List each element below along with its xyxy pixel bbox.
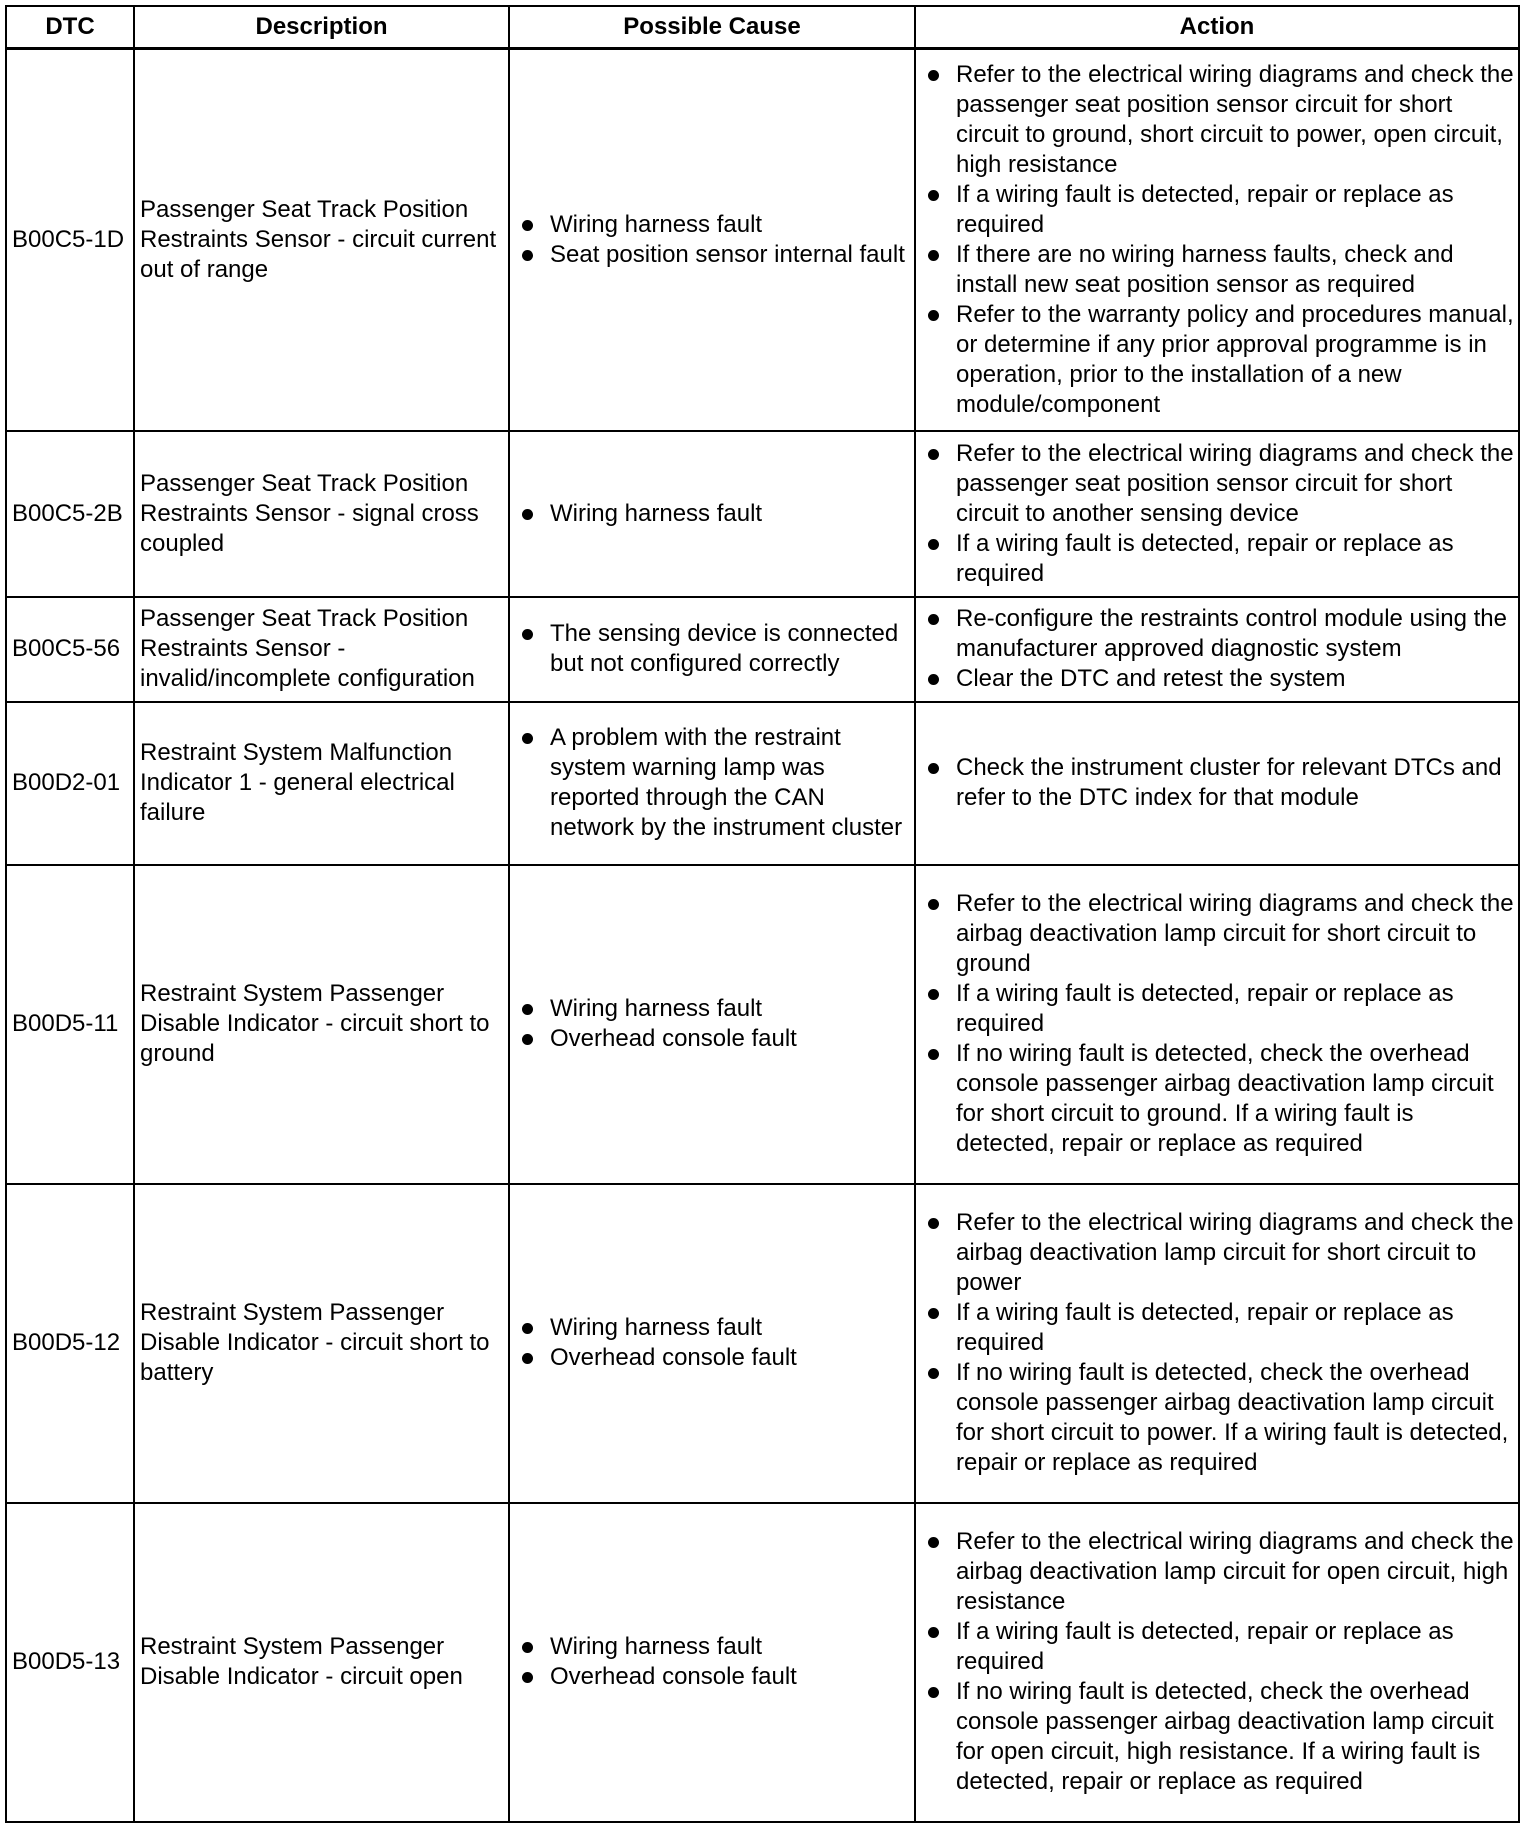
cause-list (515, 1313, 912, 1373)
cause-cell (509, 431, 915, 597)
header-possible-cause: Possible Cause (509, 6, 915, 49)
action-item: If a wiring fault is detected, repair or replace as required (921, 979, 1516, 1039)
cause-cell (509, 702, 915, 865)
header-row (6, 6, 1519, 49)
action-item: If no wiring fault is detected, check the overhead console passenger airbag deactivation lamp circuit for short circuit to ground. If a wiring fault is detected, repair or replace as required (921, 1039, 1516, 1159)
action-list (921, 604, 1516, 694)
cause-list (515, 723, 912, 843)
dtc-table (5, 5, 1520, 1823)
action-cell (915, 1503, 1519, 1822)
description-cell: Passenger Seat Track Position Restraints Sensor - circuit current out of range (134, 49, 509, 431)
action-item: Refer to the electrical wiring diagrams and check the airbag deactivation lamp circuit for short circuit to power (921, 1208, 1516, 1298)
table-row (6, 1184, 1519, 1503)
table-row (6, 702, 1519, 865)
dtc-code: B00C5-1D (6, 49, 134, 431)
cause-item: Wiring harness fault (515, 1632, 912, 1662)
cause-item: Wiring harness fault (515, 994, 912, 1024)
action-item: If a wiring fault is detected, repair or replace as required (921, 1298, 1516, 1358)
cause-cell (509, 1184, 915, 1503)
table-row (6, 865, 1519, 1184)
action-item: Clear the DTC and retest the system (921, 664, 1516, 694)
dtc-code: B00D5-11 (6, 865, 134, 1184)
cause-list (515, 619, 912, 679)
action-cell (915, 49, 1519, 431)
action-item: If a wiring fault is detected, repair or replace as required (921, 180, 1516, 240)
cause-item: Overhead console fault (515, 1662, 912, 1692)
action-list (921, 1527, 1516, 1797)
action-item: If no wiring fault is detected, check the overhead console passenger airbag deactivation lamp circuit for short circuit to power. If a wiring fault is detected, repair or replace as required (921, 1358, 1516, 1478)
action-item: Re-configure the restraints control module using the manufacturer approved diagnostic system (921, 604, 1516, 664)
action-item: Check the instrument cluster for relevant DTCs and refer to the DTC index for that module (921, 753, 1516, 813)
action-list (921, 753, 1516, 813)
table-row (6, 1503, 1519, 1822)
cause-list (515, 499, 912, 529)
cause-list (515, 210, 912, 270)
description-cell: Passenger Seat Track Position Restraints Sensor - invalid/incomplete configuration (134, 597, 509, 702)
action-cell (915, 865, 1519, 1184)
description-cell: Restraint System Passenger Disable Indicator - circuit short to ground (134, 865, 509, 1184)
description-cell: Restraint System Passenger Disable Indicator - circuit short to battery (134, 1184, 509, 1503)
description-cell: Passenger Seat Track Position Restraints Sensor - signal cross coupled (134, 431, 509, 597)
description-cell: Restraint System Malfunction Indicator 1 - general electrical failure (134, 702, 509, 865)
dtc-code: B00C5-56 (6, 597, 134, 702)
header-description: Description (134, 6, 509, 49)
action-item: If there are no wiring harness faults, check and install new seat position sensor as required (921, 240, 1516, 300)
action-item: Refer to the electrical wiring diagrams and check the passenger seat position sensor circuit for short circuit to ground, short circuit to power, open circuit, high resistance (921, 60, 1516, 180)
dtc-code: B00C5-2B (6, 431, 134, 597)
dtc-code: B00D5-13 (6, 1503, 134, 1822)
cause-item: Wiring harness fault (515, 1313, 912, 1343)
action-item: Refer to the warranty policy and procedures manual, or determine if any prior approval programme is in operation, prior to the installation of a new module/component (921, 300, 1516, 420)
action-list (921, 439, 1516, 589)
cause-cell (509, 1503, 915, 1822)
cause-list (515, 1632, 912, 1692)
action-cell (915, 1184, 1519, 1503)
action-list (921, 60, 1516, 420)
cause-item: A problem with the restraint system warning lamp was reported through the CAN network by the instrument cluster (515, 723, 912, 843)
action-item: Refer to the electrical wiring diagrams and check the passenger seat position sensor circuit for short circuit to another sensing device (921, 439, 1516, 529)
action-item: If a wiring fault is detected, repair or replace as required (921, 529, 1516, 589)
action-list (921, 889, 1516, 1159)
table-body (6, 49, 1519, 1822)
action-item: Refer to the electrical wiring diagrams and check the airbag deactivation lamp circuit for short circuit to ground (921, 889, 1516, 979)
action-item: Refer to the electrical wiring diagrams and check the airbag deactivation lamp circuit for open circuit, high resistance (921, 1527, 1516, 1617)
cause-cell (509, 597, 915, 702)
dtc-code: B00D2-01 (6, 702, 134, 865)
cause-item: Seat position sensor internal fault (515, 240, 912, 270)
table-row (6, 597, 1519, 702)
cause-item: Wiring harness fault (515, 499, 912, 529)
cause-cell (509, 49, 915, 431)
header-action: Action (915, 6, 1519, 49)
cause-item: The sensing device is connected but not configured correctly (515, 619, 912, 679)
cause-item: Overhead console fault (515, 1343, 912, 1373)
cause-item: Wiring harness fault (515, 210, 912, 240)
cause-list (515, 994, 912, 1054)
cause-cell (509, 865, 915, 1184)
action-item: If a wiring fault is detected, repair or replace as required (921, 1617, 1516, 1677)
action-item: If no wiring fault is detected, check the overhead console passenger airbag deactivation lamp circuit for open circuit, high resistance. If a wiring fault is detected, repair or replace as required (921, 1677, 1516, 1797)
dtc-table-wrapper (5, 5, 1520, 1823)
header-dtc: DTC (6, 6, 134, 49)
dtc-code: B00D5-12 (6, 1184, 134, 1503)
cause-item: Overhead console fault (515, 1024, 912, 1054)
description-cell: Restraint System Passenger Disable Indicator - circuit open (134, 1503, 509, 1822)
table-row (6, 431, 1519, 597)
action-list (921, 1208, 1516, 1478)
table-row (6, 49, 1519, 431)
action-cell (915, 702, 1519, 865)
action-cell (915, 597, 1519, 702)
action-cell (915, 431, 1519, 597)
